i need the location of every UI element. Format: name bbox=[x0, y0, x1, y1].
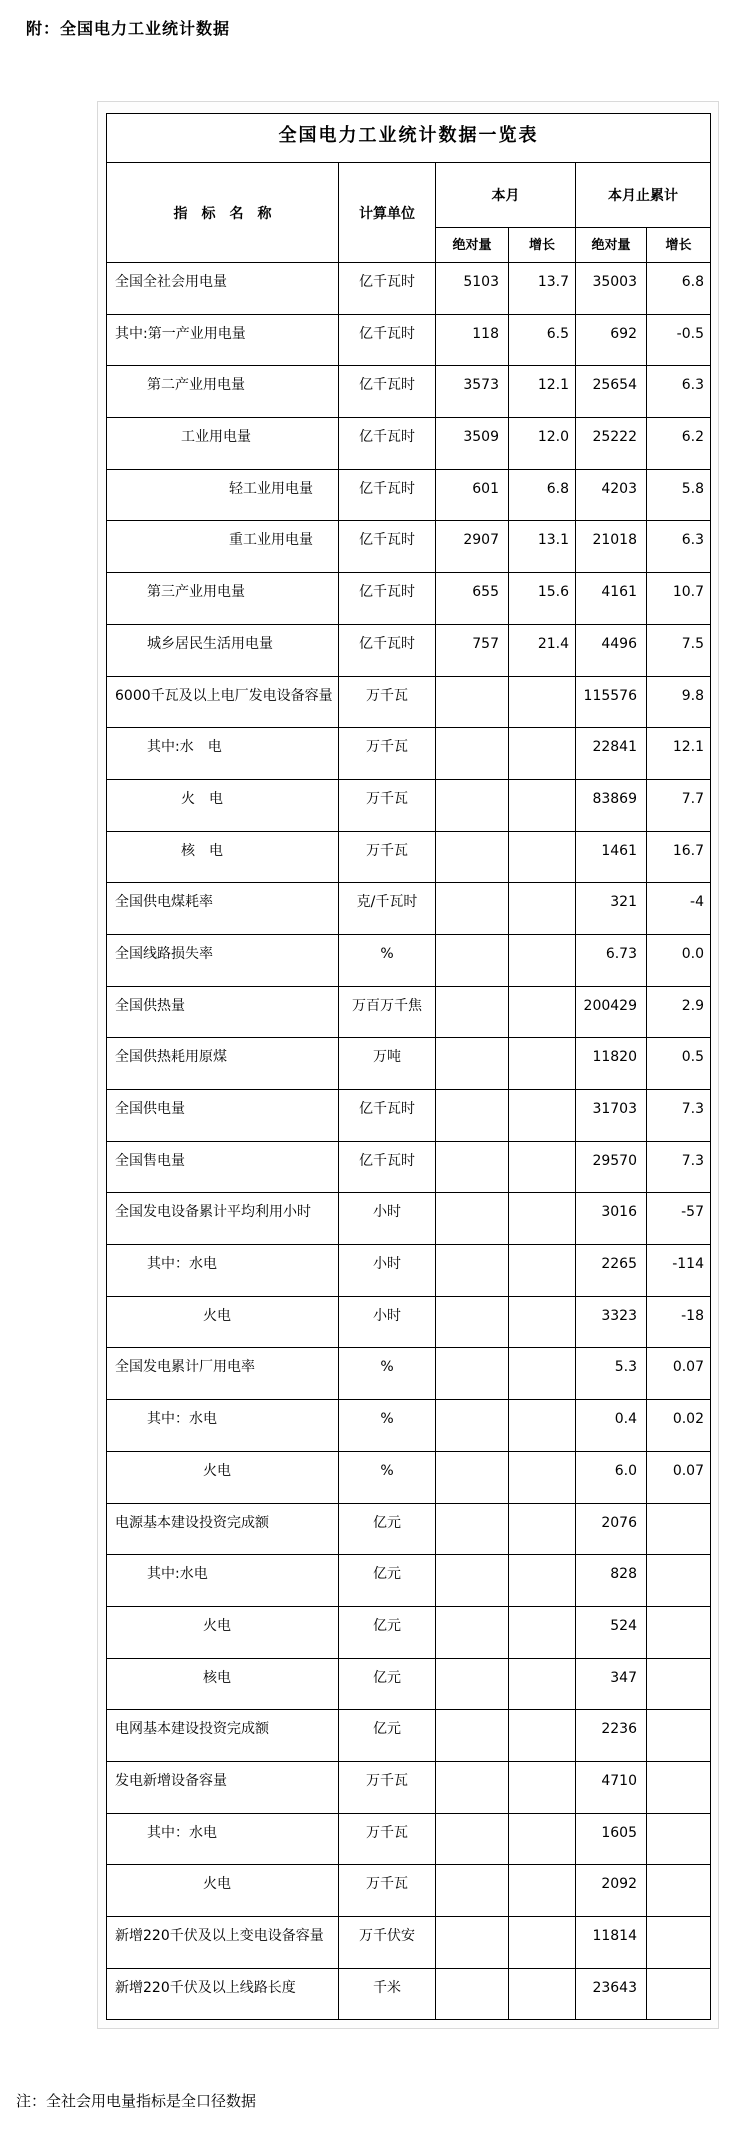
table-row bbox=[107, 779, 711, 831]
cumulative-absolute-cell: 2265 bbox=[576, 1245, 647, 1297]
cumulative-growth-cell: 12.1 bbox=[647, 728, 711, 780]
indicator-name-cell: 其中：水电 bbox=[107, 1813, 339, 1865]
month-growth-cell bbox=[509, 883, 576, 935]
unit-cell: 亿千瓦时 bbox=[339, 1141, 436, 1193]
month-growth-cell: 13.1 bbox=[509, 521, 576, 573]
table-row bbox=[107, 1090, 711, 1142]
table-row bbox=[107, 1296, 711, 1348]
month-growth-cell bbox=[509, 1503, 576, 1555]
cumulative-absolute-cell: 0.4 bbox=[576, 1400, 647, 1452]
indicator-name-cell: 火电 bbox=[107, 1451, 339, 1503]
table-row bbox=[107, 1451, 711, 1503]
indicator-name-cell: 全国供热量 bbox=[107, 986, 339, 1038]
unit-cell: 亿千瓦时 bbox=[339, 263, 436, 315]
month-absolute-cell: 2907 bbox=[436, 521, 509, 573]
unit-cell: 万吨 bbox=[339, 1038, 436, 1090]
cumulative-absolute-cell: 692 bbox=[576, 314, 647, 366]
header-unit: 计算单位 bbox=[339, 163, 436, 263]
month-absolute-cell bbox=[436, 1555, 509, 1607]
month-growth-cell bbox=[509, 1813, 576, 1865]
header-current-month: 本月 bbox=[436, 163, 576, 228]
cumulative-absolute-cell: 321 bbox=[576, 883, 647, 935]
cumulative-growth-cell: -57 bbox=[647, 1193, 711, 1245]
table-row bbox=[107, 1141, 711, 1193]
month-absolute-cell bbox=[436, 1141, 509, 1193]
indicator-name-cell: 新增220千伏及以上线路长度 bbox=[107, 1968, 339, 2020]
indicator-name-cell: 城乡居民生活用电量 bbox=[107, 624, 339, 676]
indicator-name-cell: 电源基本建设投资完成额 bbox=[107, 1503, 339, 1555]
indicator-name-cell: 新增220千伏及以上变电设备容量 bbox=[107, 1917, 339, 1969]
table-header bbox=[107, 114, 711, 263]
month-growth-cell: 13.7 bbox=[509, 263, 576, 315]
cumulative-absolute-cell: 22841 bbox=[576, 728, 647, 780]
cumulative-absolute-cell: 25222 bbox=[576, 418, 647, 470]
indicator-name-cell: 电网基本建设投资完成额 bbox=[107, 1710, 339, 1762]
unit-cell: 亿千瓦时 bbox=[339, 521, 436, 573]
month-absolute-cell bbox=[436, 1606, 509, 1658]
cumulative-absolute-cell: 6.73 bbox=[576, 934, 647, 986]
month-absolute-cell: 3573 bbox=[436, 366, 509, 418]
table-row bbox=[107, 314, 711, 366]
month-absolute-cell bbox=[436, 1710, 509, 1762]
month-growth-cell bbox=[509, 779, 576, 831]
cumulative-absolute-cell: 83869 bbox=[576, 779, 647, 831]
indicator-name-cell: 其中:第一产业用电量 bbox=[107, 314, 339, 366]
table-row bbox=[107, 366, 711, 418]
month-absolute-cell bbox=[436, 1038, 509, 1090]
unit-cell: % bbox=[339, 1348, 436, 1400]
cumulative-absolute-cell: 524 bbox=[576, 1606, 647, 1658]
indicator-name-cell: 全国供电量 bbox=[107, 1090, 339, 1142]
header-cumulative-growth: 增长 bbox=[647, 228, 711, 263]
cumulative-absolute-cell: 828 bbox=[576, 1555, 647, 1607]
month-absolute-cell: 118 bbox=[436, 314, 509, 366]
indicator-name-cell: 核电 bbox=[107, 1658, 339, 1710]
month-growth-cell bbox=[509, 1917, 576, 1969]
indicator-name-cell: 其中:水电 bbox=[107, 1555, 339, 1607]
unit-cell: 万千瓦 bbox=[339, 831, 436, 883]
cumulative-growth-cell: 7.3 bbox=[647, 1141, 711, 1193]
month-absolute-cell bbox=[436, 1813, 509, 1865]
unit-cell: 亿千瓦时 bbox=[339, 1090, 436, 1142]
cumulative-growth-cell: 6.3 bbox=[647, 521, 711, 573]
indicator-name-cell: 第二产业用电量 bbox=[107, 366, 339, 418]
unit-cell: 万千瓦 bbox=[339, 728, 436, 780]
indicator-name-cell: 火电 bbox=[107, 1296, 339, 1348]
cumulative-absolute-cell: 1461 bbox=[576, 831, 647, 883]
indicator-name-cell: 全国售电量 bbox=[107, 1141, 339, 1193]
month-absolute-cell bbox=[436, 1503, 509, 1555]
month-growth-cell: 15.6 bbox=[509, 573, 576, 625]
month-growth-cell bbox=[509, 1038, 576, 1090]
cumulative-absolute-cell: 115576 bbox=[576, 676, 647, 728]
unit-cell: 亿千瓦时 bbox=[339, 366, 436, 418]
month-growth-cell bbox=[509, 1710, 576, 1762]
cumulative-absolute-cell: 11814 bbox=[576, 1917, 647, 1969]
unit-cell: 亿千瓦时 bbox=[339, 573, 436, 625]
indicator-name-cell: 全国发电设备累计平均利用小时 bbox=[107, 1193, 339, 1245]
cumulative-absolute-cell: 4161 bbox=[576, 573, 647, 625]
cumulative-growth-cell: 6.2 bbox=[647, 418, 711, 470]
cumulative-absolute-cell: 4710 bbox=[576, 1761, 647, 1813]
month-absolute-cell bbox=[436, 1245, 509, 1297]
unit-cell: 亿千瓦时 bbox=[339, 469, 436, 521]
page-heading: 附：全国电力工业统计数据 bbox=[26, 19, 231, 38]
cumulative-absolute-cell: 35003 bbox=[576, 263, 647, 315]
table-row bbox=[107, 1606, 711, 1658]
month-absolute-cell: 757 bbox=[436, 624, 509, 676]
month-absolute-cell bbox=[436, 1865, 509, 1917]
table-row bbox=[107, 624, 711, 676]
unit-cell: % bbox=[339, 1400, 436, 1452]
unit-cell: 万千伏安 bbox=[339, 1917, 436, 1969]
month-growth-cell bbox=[509, 728, 576, 780]
cumulative-growth-cell bbox=[647, 1503, 711, 1555]
month-growth-cell bbox=[509, 1968, 576, 2020]
month-growth-cell bbox=[509, 676, 576, 728]
month-growth-cell bbox=[509, 1141, 576, 1193]
indicator-name-cell: 火电 bbox=[107, 1606, 339, 1658]
cumulative-absolute-cell: 4203 bbox=[576, 469, 647, 521]
unit-cell: 亿千瓦时 bbox=[339, 624, 436, 676]
table-row bbox=[107, 469, 711, 521]
table-row bbox=[107, 1658, 711, 1710]
month-growth-cell bbox=[509, 1658, 576, 1710]
header-cumulative: 本月止累计 bbox=[576, 163, 711, 228]
indicator-name-cell: 核 电 bbox=[107, 831, 339, 883]
table-row bbox=[107, 934, 711, 986]
unit-cell: 亿元 bbox=[339, 1555, 436, 1607]
cumulative-absolute-cell: 4496 bbox=[576, 624, 647, 676]
month-absolute-cell bbox=[436, 676, 509, 728]
cumulative-growth-cell: 6.3 bbox=[647, 366, 711, 418]
unit-cell: % bbox=[339, 934, 436, 986]
cumulative-absolute-cell: 1605 bbox=[576, 1813, 647, 1865]
unit-cell: 亿千瓦时 bbox=[339, 314, 436, 366]
table-row bbox=[107, 986, 711, 1038]
month-growth-cell: 12.0 bbox=[509, 418, 576, 470]
unit-cell: 克/千瓦时 bbox=[339, 883, 436, 935]
month-growth-cell: 6.8 bbox=[509, 469, 576, 521]
unit-cell: 万百万千焦 bbox=[339, 986, 436, 1038]
header-indicator-name: 指 标 名 称 bbox=[107, 163, 339, 263]
indicator-name-cell: 全国发电累计厂用电率 bbox=[107, 1348, 339, 1400]
cumulative-growth-cell bbox=[647, 1917, 711, 1969]
month-absolute-cell: 655 bbox=[436, 573, 509, 625]
indicator-name-cell: 火电 bbox=[107, 1865, 339, 1917]
month-absolute-cell bbox=[436, 728, 509, 780]
cumulative-growth-cell bbox=[647, 1606, 711, 1658]
unit-cell: 千米 bbox=[339, 1968, 436, 2020]
table-row bbox=[107, 831, 711, 883]
month-absolute-cell bbox=[436, 1193, 509, 1245]
month-growth-cell bbox=[509, 831, 576, 883]
table-row bbox=[107, 1813, 711, 1865]
cumulative-absolute-cell: 2092 bbox=[576, 1865, 647, 1917]
indicator-name-cell: 发电新增设备容量 bbox=[107, 1761, 339, 1813]
indicator-name-cell: 全国供热耗用原煤 bbox=[107, 1038, 339, 1090]
table-row bbox=[107, 1038, 711, 1090]
table-row bbox=[107, 1555, 711, 1607]
unit-cell: 万千瓦 bbox=[339, 1813, 436, 1865]
table-row bbox=[107, 1193, 711, 1245]
table-row bbox=[107, 1865, 711, 1917]
month-absolute-cell bbox=[436, 883, 509, 935]
cumulative-growth-cell: 2.9 bbox=[647, 986, 711, 1038]
table-row bbox=[107, 1245, 711, 1297]
cumulative-growth-cell: -18 bbox=[647, 1296, 711, 1348]
unit-cell: 万千瓦 bbox=[339, 779, 436, 831]
indicator-name-cell: 其中:水 电 bbox=[107, 728, 339, 780]
cumulative-growth-cell bbox=[647, 1555, 711, 1607]
unit-cell: 小时 bbox=[339, 1245, 436, 1297]
cumulative-absolute-cell: 3323 bbox=[576, 1296, 647, 1348]
unit-cell: 亿元 bbox=[339, 1658, 436, 1710]
indicator-name-cell: 轻工业用电量 bbox=[107, 469, 339, 521]
cumulative-growth-cell: 0.5 bbox=[647, 1038, 711, 1090]
table-row bbox=[107, 1968, 711, 2020]
cumulative-absolute-cell: 25654 bbox=[576, 366, 647, 418]
cumulative-absolute-cell: 31703 bbox=[576, 1090, 647, 1142]
month-growth-cell bbox=[509, 1606, 576, 1658]
cumulative-absolute-cell: 3016 bbox=[576, 1193, 647, 1245]
cumulative-growth-cell bbox=[647, 1710, 711, 1762]
unit-cell: 万千瓦 bbox=[339, 676, 436, 728]
cumulative-growth-cell: 7.3 bbox=[647, 1090, 711, 1142]
cumulative-absolute-cell: 29570 bbox=[576, 1141, 647, 1193]
month-absolute-cell bbox=[436, 1400, 509, 1452]
month-absolute-cell bbox=[436, 1348, 509, 1400]
indicator-name-cell: 火 电 bbox=[107, 779, 339, 831]
table-row bbox=[107, 1400, 711, 1452]
month-absolute-cell: 3509 bbox=[436, 418, 509, 470]
month-absolute-cell bbox=[436, 934, 509, 986]
month-absolute-cell bbox=[436, 779, 509, 831]
month-absolute-cell bbox=[436, 1968, 509, 2020]
unit-cell: 小时 bbox=[339, 1296, 436, 1348]
month-growth-cell bbox=[509, 1193, 576, 1245]
month-growth-cell bbox=[509, 1245, 576, 1297]
cumulative-growth-cell: 9.8 bbox=[647, 676, 711, 728]
table-row bbox=[107, 418, 711, 470]
table-row bbox=[107, 1710, 711, 1762]
cumulative-absolute-cell: 21018 bbox=[576, 521, 647, 573]
month-absolute-cell bbox=[436, 1917, 509, 1969]
header-row-1 bbox=[107, 163, 711, 228]
header-cumulative-absolute: 绝对量 bbox=[576, 228, 647, 263]
cumulative-absolute-cell: 2236 bbox=[576, 1710, 647, 1762]
month-absolute-cell: 601 bbox=[436, 469, 509, 521]
cumulative-growth-cell bbox=[647, 1813, 711, 1865]
month-growth-cell bbox=[509, 1348, 576, 1400]
cumulative-growth-cell: 0.0 bbox=[647, 934, 711, 986]
indicator-name-cell: 6000千瓦及以上电厂发电设备容量 bbox=[107, 676, 339, 728]
month-growth-cell bbox=[509, 1761, 576, 1813]
statistics-table bbox=[106, 113, 711, 2020]
month-growth-cell bbox=[509, 1865, 576, 1917]
cumulative-growth-cell bbox=[647, 1658, 711, 1710]
cumulative-growth-cell: -114 bbox=[647, 1245, 711, 1297]
cumulative-absolute-cell: 11820 bbox=[576, 1038, 647, 1090]
month-absolute-cell bbox=[436, 1090, 509, 1142]
table-row bbox=[107, 263, 711, 315]
month-growth-cell bbox=[509, 986, 576, 1038]
cumulative-growth-cell: 0.07 bbox=[647, 1451, 711, 1503]
unit-cell: % bbox=[339, 1451, 436, 1503]
cumulative-growth-cell: 0.02 bbox=[647, 1400, 711, 1452]
table-title: 全国电力工业统计数据一览表 bbox=[107, 114, 711, 163]
cumulative-growth-cell: -4 bbox=[647, 883, 711, 935]
table-row bbox=[107, 676, 711, 728]
table-title-row bbox=[107, 114, 711, 163]
month-growth-cell bbox=[509, 1296, 576, 1348]
cumulative-absolute-cell: 200429 bbox=[576, 986, 647, 1038]
unit-cell: 亿元 bbox=[339, 1503, 436, 1555]
footnote: 注：全社会用电量指标是全口径数据 bbox=[16, 2092, 257, 2110]
cumulative-growth-cell: 6.8 bbox=[647, 263, 711, 315]
table-row bbox=[107, 1917, 711, 1969]
table-row bbox=[107, 728, 711, 780]
cumulative-growth-cell bbox=[647, 1865, 711, 1917]
table-row bbox=[107, 573, 711, 625]
indicator-name-cell: 工业用电量 bbox=[107, 418, 339, 470]
indicator-name-cell: 全国供电煤耗率 bbox=[107, 883, 339, 935]
unit-cell: 万千瓦 bbox=[339, 1761, 436, 1813]
month-absolute-cell bbox=[436, 1761, 509, 1813]
indicator-name-cell: 第三产业用电量 bbox=[107, 573, 339, 625]
cumulative-absolute-cell: 347 bbox=[576, 1658, 647, 1710]
cumulative-growth-cell: -0.5 bbox=[647, 314, 711, 366]
table-body bbox=[107, 263, 711, 2020]
month-absolute-cell bbox=[436, 1451, 509, 1503]
indicator-name-cell: 全国全社会用电量 bbox=[107, 263, 339, 315]
unit-cell: 亿千瓦时 bbox=[339, 418, 436, 470]
cumulative-growth-cell: 16.7 bbox=[647, 831, 711, 883]
month-absolute-cell bbox=[436, 831, 509, 883]
cumulative-absolute-cell: 23643 bbox=[576, 1968, 647, 2020]
table-row bbox=[107, 1348, 711, 1400]
unit-cell: 亿元 bbox=[339, 1710, 436, 1762]
cumulative-absolute-cell: 6.0 bbox=[576, 1451, 647, 1503]
month-growth-cell: 12.1 bbox=[509, 366, 576, 418]
cumulative-absolute-cell: 5.3 bbox=[576, 1348, 647, 1400]
cumulative-growth-cell: 5.8 bbox=[647, 469, 711, 521]
unit-cell: 万千瓦 bbox=[339, 1865, 436, 1917]
month-absolute-cell bbox=[436, 1296, 509, 1348]
cumulative-growth-cell: 10.7 bbox=[647, 573, 711, 625]
month-growth-cell bbox=[509, 1400, 576, 1452]
month-growth-cell bbox=[509, 1090, 576, 1142]
table-row bbox=[107, 883, 711, 935]
cumulative-growth-cell: 7.5 bbox=[647, 624, 711, 676]
indicator-name-cell: 全国线路损失率 bbox=[107, 934, 339, 986]
month-absolute-cell bbox=[436, 1658, 509, 1710]
unit-cell: 亿元 bbox=[339, 1606, 436, 1658]
cumulative-absolute-cell: 2076 bbox=[576, 1503, 647, 1555]
indicator-name-cell: 其中：水电 bbox=[107, 1400, 339, 1452]
indicator-name-cell: 其中：水电 bbox=[107, 1245, 339, 1297]
month-growth-cell bbox=[509, 934, 576, 986]
cumulative-growth-cell bbox=[647, 1761, 711, 1813]
cumulative-growth-cell bbox=[647, 1968, 711, 2020]
table-row bbox=[107, 1503, 711, 1555]
cumulative-growth-cell: 7.7 bbox=[647, 779, 711, 831]
cumulative-growth-cell: 0.07 bbox=[647, 1348, 711, 1400]
unit-cell: 小时 bbox=[339, 1193, 436, 1245]
month-growth-cell: 6.5 bbox=[509, 314, 576, 366]
month-absolute-cell: 5103 bbox=[436, 263, 509, 315]
month-growth-cell bbox=[509, 1451, 576, 1503]
month-growth-cell: 21.4 bbox=[509, 624, 576, 676]
header-month-absolute: 绝对量 bbox=[436, 228, 509, 263]
month-growth-cell bbox=[509, 1555, 576, 1607]
month-absolute-cell bbox=[436, 986, 509, 1038]
indicator-name-cell: 重工业用电量 bbox=[107, 521, 339, 573]
header-month-growth: 增长 bbox=[509, 228, 576, 263]
table-row bbox=[107, 1761, 711, 1813]
table-row bbox=[107, 521, 711, 573]
